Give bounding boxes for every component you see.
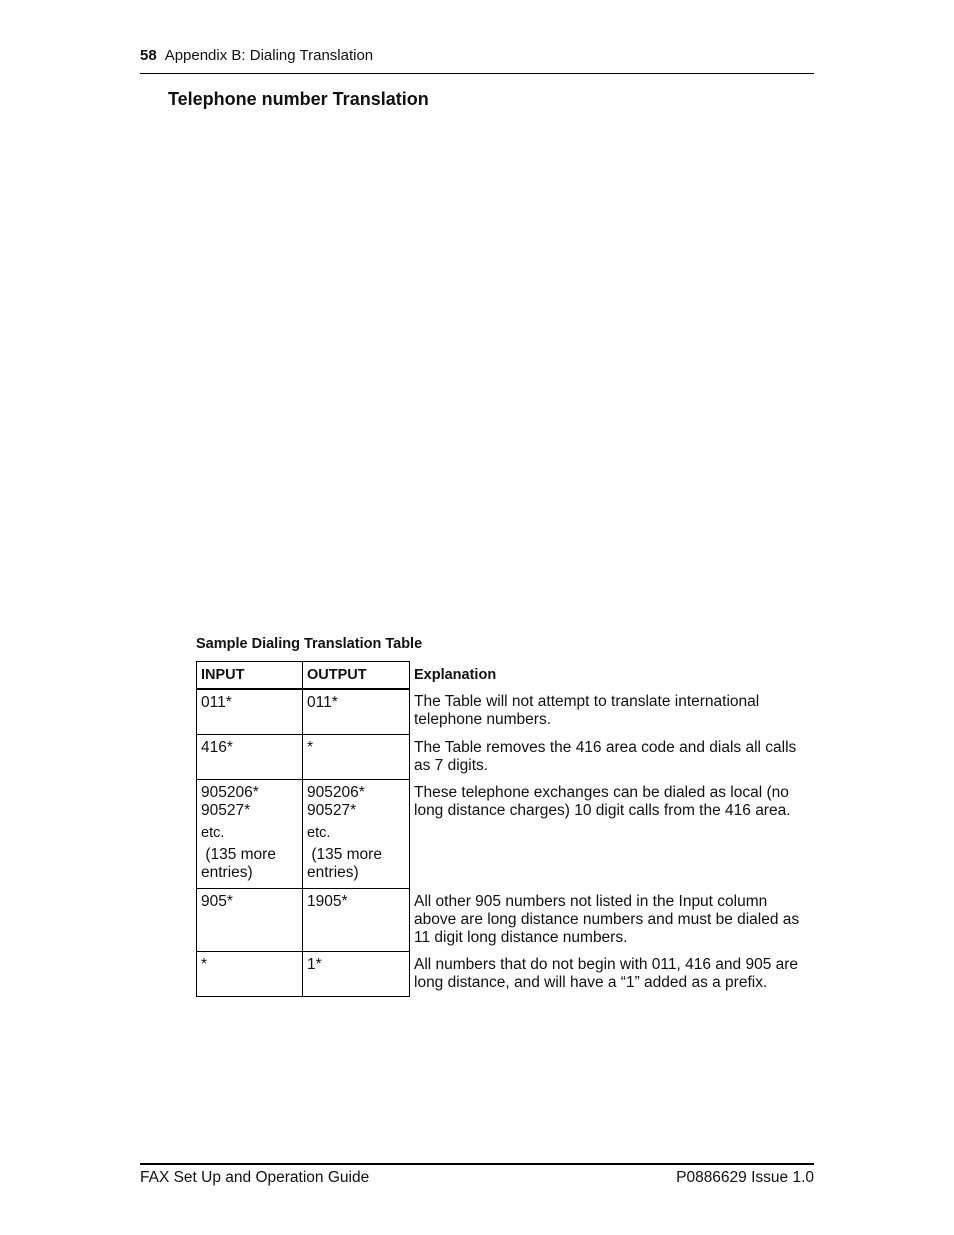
table-row [197,952,814,997]
output-cell: 1* [303,952,410,997]
explanation-cell: The Table will not attempt to translate international telephone numbers. [414,693,760,728]
column-header-input: INPUT [197,662,303,690]
page-header [140,47,814,74]
input-line: etc. [201,825,225,841]
page-number: 58 [140,47,157,64]
dialing-translation-table [196,661,814,997]
output-cell [303,780,410,889]
output-line: 905206* [307,784,365,801]
input-line: 90527* [201,802,251,819]
output-cell: 1905* [303,889,410,952]
chapter-title: Appendix B: Dialing Translation [164,47,374,64]
explanation-cell: These telephone exchanges can be dialed as local (no long distance charges) 10 digit calls from the 416 area. [414,783,791,819]
table-row [197,780,814,889]
table-row [197,735,814,780]
input-cell: 905* [197,889,303,952]
table-row [197,689,814,735]
explanation-cell: All numbers that do not begin with 011, 416 and 905 are long distance, and will have a “1” added as a prefix. [414,955,799,991]
input-cell: 011* [197,689,303,735]
input-cell [197,780,303,889]
output-cell: * [303,735,410,780]
input-cell: 416* [197,735,303,780]
table-header-row [197,662,814,690]
column-header-output: OUTPUT [303,662,410,690]
explanation-cell: All other 905 numbers not listed in the Input column above are long distance numbers and must be dialed as 11 digit long distance numbers. [414,892,800,946]
explanation-cell: The Table removes the 416 area code and dials all calls as 7 digits. [414,738,797,774]
input-line: 905206* [201,784,259,801]
footer-guide-title: FAX Set Up and Operation Guide [140,1169,370,1186]
page-footer [140,1163,814,1187]
output-line: etc. [307,825,331,841]
input-line: (135 more entries) [201,846,281,881]
table-caption: Sample Dialing Translation Table [196,636,423,652]
output-line: 90527* [307,802,357,819]
table-row [197,889,814,952]
input-cell: * [197,952,303,997]
output-cell: 011* [303,689,410,735]
section-title: Telephone number Translation [168,89,429,109]
footer-document-id: P0886629 Issue 1.0 [676,1169,814,1186]
output-line: (135 more entries) [307,846,387,881]
column-header-explanation: Explanation [414,667,497,684]
